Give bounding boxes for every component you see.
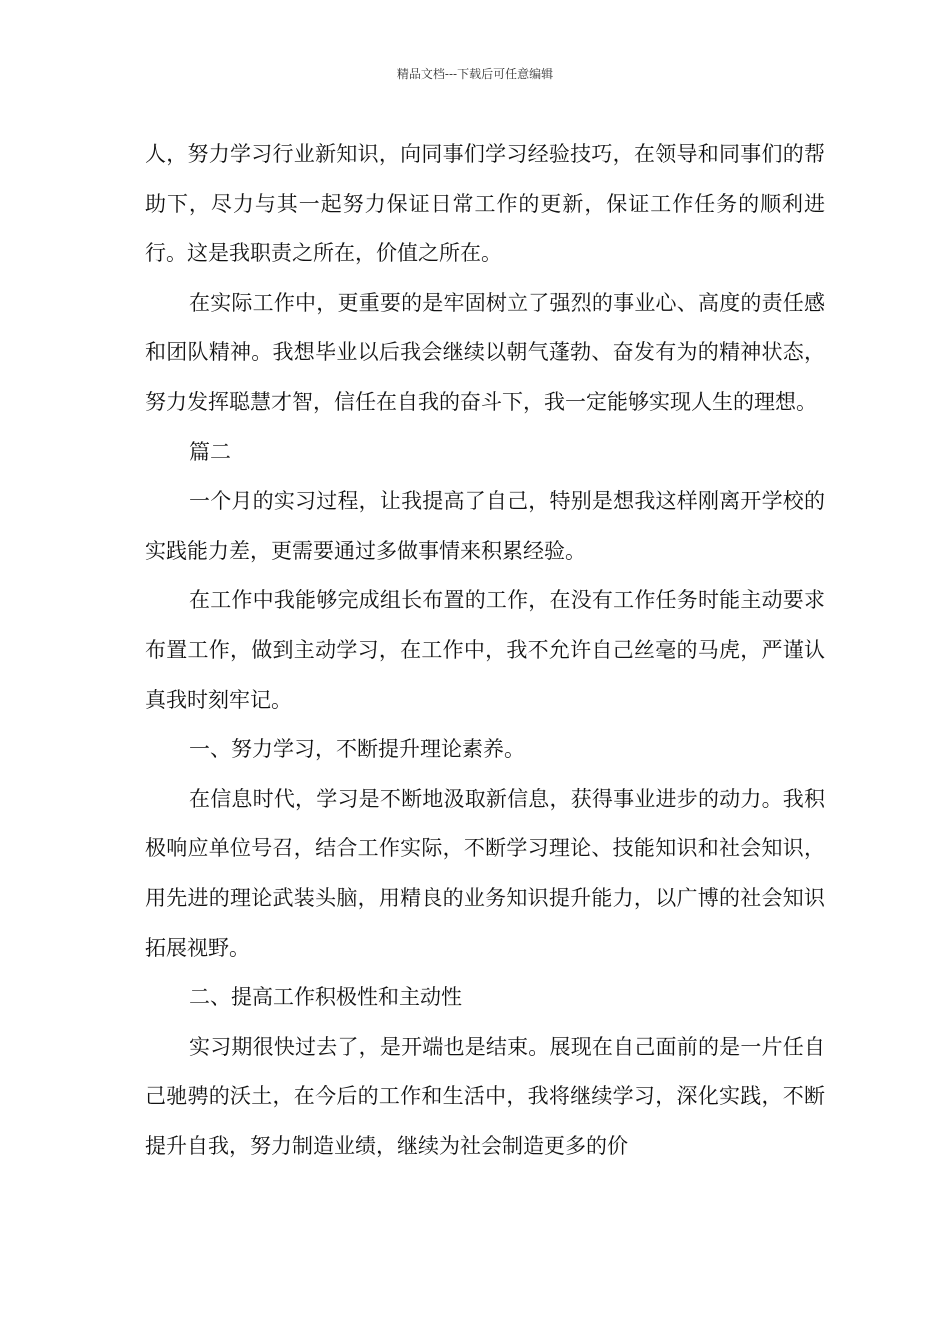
paragraph-6: 实习期很快过去了，是开端也是结束。展现在自己面前的是一片任自己驰骋的沃土，在今后的工作和生活中，我将继续学习，深化实践，不断提升自我，努力制造业绩，继续为社会制造更多的价 — [145, 1034, 825, 1158]
subheading-two: 二、提高工作积极性和主动性 — [189, 985, 462, 1010]
paragraph-3: 一个月的实习过程，让我提高了自己，特别是想我这样刚离开学校的实践能力差，更需要通过多做事情来积累经验。 — [145, 489, 825, 563]
section-heading-part-two: 篇二 — [189, 439, 231, 464]
page-header: 精品文档---下载后可任意编辑 — [396, 67, 554, 81]
paragraph-4: 在工作中我能够完成组长布置的工作，在没有工作任务时能主动要求布置工作，做到主动学习，在工作中，我不允许自己丝毫的马虎，严谨认真我时刻牢记。 — [145, 588, 825, 712]
subheading-one: 一、努力学习，不断提升理论素养。 — [189, 737, 525, 762]
paragraph-1: 人，努力学习行业新知识，向同事们学习经验技巧，在领导和同事们的帮助下，尽力与其一起努力保证日常工作的更新，保证工作任务的顺利进行。这是我职责之所在，价值之所在。 — [145, 142, 825, 266]
paragraph-2: 在实际工作中，更重要的是牢固树立了强烈的事业心、高度的责任感和团队精神。我想毕业以后我会继续以朝气蓬勃、奋发有为的精神状态，努力发挥聪慧才智，信任在自我的奋斗下，我一定能够实现人生的理想。 — [145, 290, 825, 414]
document-body — [145, 130, 825, 1171]
paragraph-5: 在信息时代，学习是不断地汲取新信息，获得事业进步的动力。我积极响应单位号召，结合工作实际，不断学习理论、技能知识和社会知识，用先进的理论武装头脑，用精良的业务知识提升能力，以广博的社会知识拓展视野。 — [145, 786, 825, 960]
